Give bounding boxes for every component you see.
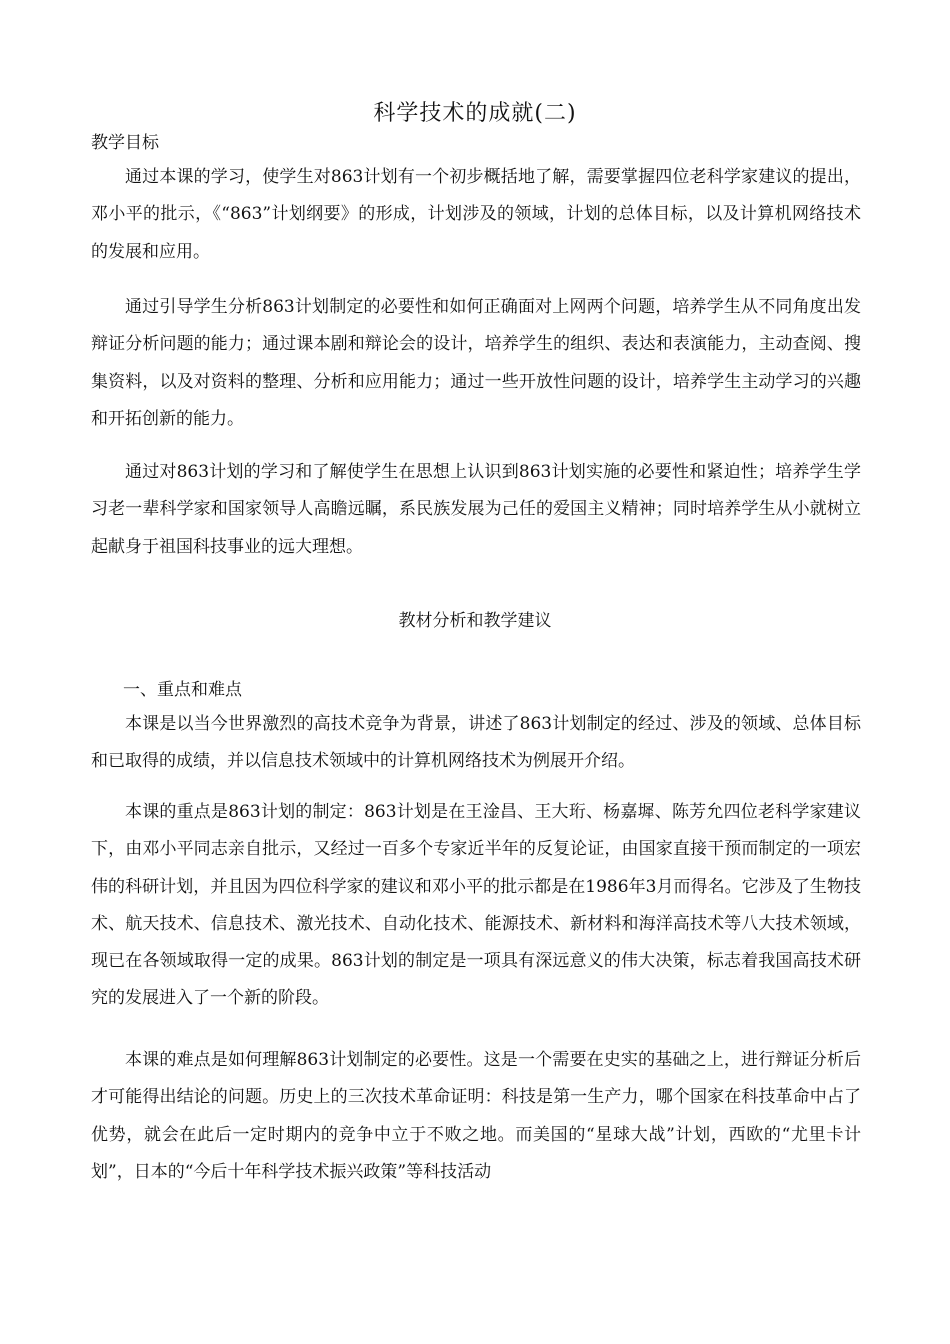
section-heading: 教材分析和教学建议 [398, 611, 552, 631]
analysis-paragraph-3: 本课的难点是如何理解863计划制定的必要性。这是一个需要在史实的基础之上，进行辩证分析后才可能得出结论的问题。历史上的三次技术革命证明：科技是第一生产力，哪个国家在科技革命中占了优势，就会在此后一定时期内的竞争中立于不败之地。而美国的“星球大战”计划，西欧的“尤里卡计划”，日本的“今后十年科学技术振兴政策”等科技活动 [91, 1050, 861, 1182]
analysis-paragraph-1: 本课是以当今世界激烈的高技术竞争为背景，讲述了863计划制定的经过、涉及的领域、总体目标和已取得的成绩，并以信息技术领域中的计算机网络技术为例展开介绍。 [91, 714, 861, 772]
analysis-paragraph-2: 本课的重点是863计划的制定：863计划是在王淦昌、王大珩、杨嘉墀、陈芳允四位老科学家建议下，由邓小平同志亲自批示，又经过一百多个专家近半年的反复论证，由国家直接干预而制定的一项宏伟的科研计划，并且因为四位科学家的建议和邓小平的批示都是在1986年3月而得名。它涉及了生物技术、航天技术、信息技术、激光技术、自动化技术、能源技术、新材料和海洋高技术等八大技术领域，现已在各领域取得一定的成果。863计划的制定是一项具有深远意义的伟大决策，标志着我国高技术研究的发展进入了一个新的阶段。 [91, 802, 861, 1009]
goals-paragraph-3: 通过对863计划的学习和了解使学生在思想上认识到863计划实施的必要性和紧迫性；培养学生学习老一辈科学家和国家领导人高瞻远瞩，系民族发展为己任的爱国主义精神；同时培养学生从小就树立起献身于祖国科技事业的远大理想。 [91, 462, 861, 557]
goals-paragraph-2: 通过引导学生分析863计划制定的必要性和如何正确面对上网两个问题，培养学生从不同角度出发辩证分析问题的能力；通过课本剧和辩论会的设计，培养学生的组织、表达和表演能力，主动查阅、搜集资料，以及对资料的整理、分析和应用能力；通过一些开放性问题的设计，培养学生主动学习的兴趣和开拓创新的能力。 [91, 297, 861, 429]
goals-paragraph-1: 通过本课的学习，使学生对863计划有一个初步概括地了解，需要掌握四位老科学家建议的提出，邓小平的批示，《“863”计划纲要》的形成，计划涉及的领域，计划的总体目标，以及计算机网络技术的发展和应用。 [91, 167, 861, 262]
subsection-label: 一、重点和难点 [123, 680, 242, 700]
teaching-goals-label: 教学目标 [91, 133, 159, 153]
document-title: 科学技术的成就(二) [373, 101, 577, 126]
